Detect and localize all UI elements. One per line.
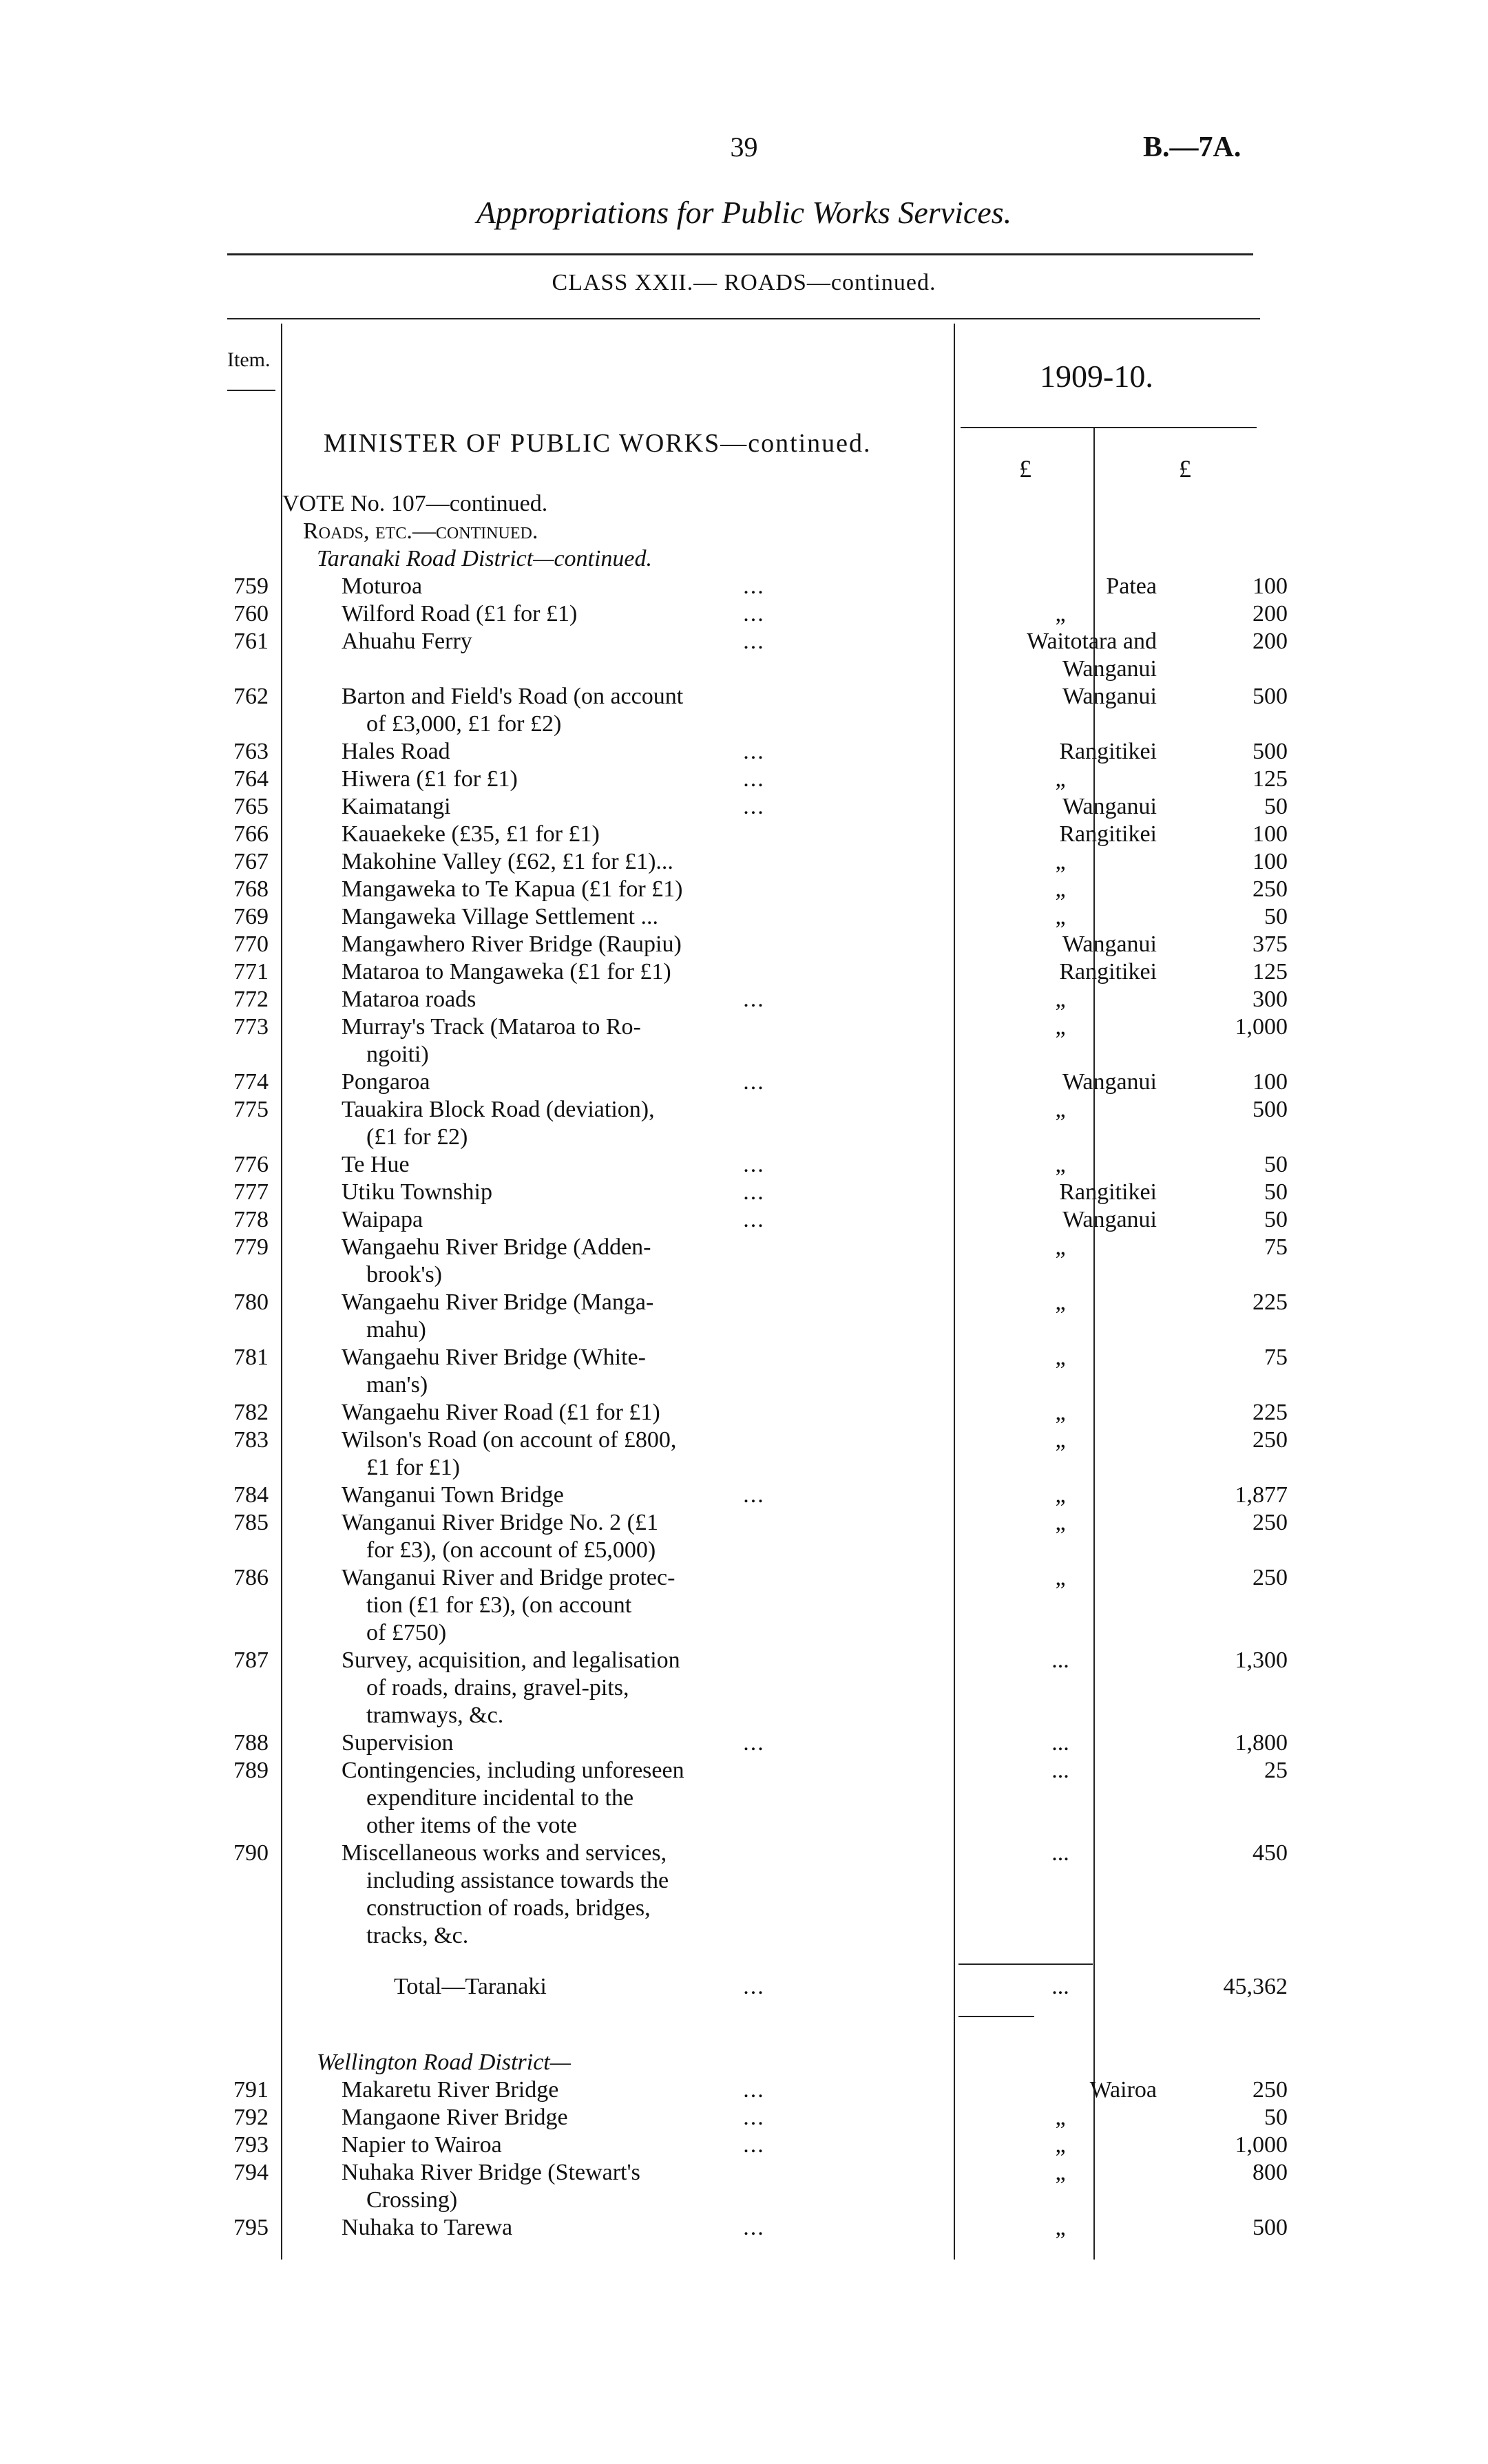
total-top-rule — [958, 1963, 1093, 1965]
district: Waitotara and — [1027, 629, 1157, 654]
table-row — [207, 1592, 1446, 1619]
item-description: Makaretu River Bridge — [342, 2077, 559, 2103]
district: „ — [1055, 849, 1066, 874]
amount: 50 — [1264, 2105, 1288, 2130]
item-description: Wangaehu River Bridge (Manga- — [342, 1289, 654, 1315]
item-number: 795 — [233, 2215, 269, 2240]
item-description: Mangaweka to Te Kapua (£1 for £1) — [342, 876, 683, 902]
item-description: Nuhaka to Tarewa — [342, 2215, 513, 2240]
amount: 200 — [1253, 629, 1288, 654]
item-description: Mangaweka Village Settlement ... — [342, 904, 658, 929]
district: „ — [1055, 2160, 1066, 2185]
amount: 1,000 — [1235, 2132, 1288, 2158]
district-continued: Wanganui — [1062, 656, 1157, 682]
leader-dots: ... — [743, 1179, 765, 1205]
table-row — [207, 766, 1446, 793]
table-row — [207, 1151, 1446, 1179]
leader-dots: ... — [743, 1730, 765, 1756]
district: „ — [1055, 2215, 1066, 2240]
district: „ — [1055, 876, 1066, 902]
item-description: Waipapa — [342, 1207, 423, 1232]
taranaki-heading-line — [207, 545, 1446, 573]
total-dots-1: ... — [743, 1974, 765, 1999]
item-description: man's) — [366, 1372, 428, 1398]
item-description: including assistance towards the — [366, 1868, 669, 1893]
district: Wanganui — [1062, 1069, 1157, 1095]
table-row — [207, 1344, 1446, 1371]
item-number: 781 — [233, 1345, 269, 1370]
item-number: 764 — [233, 766, 269, 792]
table-row — [207, 876, 1446, 903]
table-row — [207, 2104, 1446, 2131]
item-number: 773 — [233, 1014, 269, 1040]
table-row — [207, 1096, 1446, 1124]
item-number: 768 — [233, 876, 269, 902]
item-number: 763 — [233, 739, 269, 764]
table-row — [207, 1206, 1446, 1234]
amount: 50 — [1264, 1207, 1288, 1232]
item-description: Mangawhero River Bridge (Raupiu) — [342, 931, 682, 957]
amount: 500 — [1253, 2215, 1288, 2240]
item-description: Mataroa to Mangaweka (£1 for £1) — [342, 959, 671, 984]
table-row — [207, 683, 1446, 710]
item-description: brook's) — [366, 1262, 443, 1287]
table-row — [207, 1426, 1446, 1454]
leader-dots: ... — [743, 629, 765, 654]
leader-dots: ... — [743, 987, 765, 1012]
item-number: 788 — [233, 1730, 269, 1756]
item-description: Miscellaneous works and services, — [342, 1840, 667, 1866]
item-description: of £750) — [366, 1620, 447, 1645]
item-description: Wangaehu River Bridge (Adden- — [342, 1234, 651, 1260]
table-row — [207, 2076, 1446, 2104]
amount: 200 — [1253, 601, 1288, 626]
district: „ — [1055, 766, 1066, 792]
pound-column-2: £ — [1179, 455, 1191, 483]
item-number: 791 — [233, 2077, 269, 2103]
total-label: Total—Taranaki — [394, 1974, 547, 1999]
amount: 500 — [1253, 1097, 1288, 1122]
item-description: Pongaroa — [342, 1069, 430, 1095]
leader-dots: ... — [743, 1069, 765, 1095]
table-row — [207, 1619, 1446, 1647]
amount: 25 — [1264, 1758, 1288, 1783]
document-reference: B.—7A. — [1143, 131, 1241, 163]
amount: 75 — [1264, 1345, 1288, 1370]
wellington-heading-line — [207, 2049, 1446, 2076]
item-number: 775 — [233, 1097, 269, 1122]
amount: 800 — [1253, 2160, 1288, 2185]
item-description: Utiku Township — [342, 1179, 492, 1205]
district: „ — [1055, 904, 1066, 929]
year-column-header: 1909-10. — [1040, 359, 1153, 394]
item-number: 784 — [233, 1482, 269, 1508]
amount: 500 — [1253, 684, 1288, 709]
leader-dots: ... — [743, 766, 765, 792]
amount: 100 — [1253, 573, 1288, 599]
table-row — [207, 2131, 1446, 2159]
item-description: expenditure incidental to the — [366, 1785, 634, 1811]
district: „ — [1055, 1400, 1066, 1425]
table-row — [207, 1537, 1446, 1564]
roads-line — [207, 518, 1446, 545]
amount: 100 — [1253, 849, 1288, 874]
amount: 100 — [1253, 821, 1288, 847]
amount: 125 — [1253, 959, 1288, 984]
table-row — [207, 2159, 1446, 2187]
total-line — [207, 1973, 1446, 2001]
amount: 50 — [1264, 1179, 1288, 1205]
amount: 50 — [1264, 1152, 1288, 1177]
district: Patea — [1106, 573, 1157, 599]
table-row — [207, 1316, 1446, 1344]
item-number: 765 — [233, 794, 269, 819]
item-number: 792 — [233, 2105, 269, 2130]
district: „ — [1055, 2132, 1066, 2158]
table-row — [207, 1674, 1446, 1702]
table-row — [207, 958, 1446, 986]
table-row — [207, 573, 1446, 600]
taranaki-items — [207, 573, 1446, 1950]
district: Rangitikei — [1059, 821, 1157, 847]
amount: 225 — [1253, 1289, 1288, 1315]
amount: 225 — [1253, 1400, 1288, 1425]
item-header-underline — [227, 390, 275, 391]
item-number: 759 — [233, 573, 269, 599]
district: Rangitikei — [1059, 1179, 1157, 1205]
item-description: Makohine Valley (£62, £1 for £1)... — [342, 849, 673, 874]
amount: 100 — [1253, 1069, 1288, 1095]
table-row — [207, 1179, 1446, 1206]
item-number: 769 — [233, 904, 269, 929]
item-description: construction of roads, bridges, — [366, 1895, 651, 1921]
district: „ — [1055, 1345, 1066, 1370]
item-description: Crossing) — [366, 2187, 458, 2213]
item-description: Nuhaka River Bridge (Stewart's — [342, 2160, 640, 2185]
district: ... — [1051, 1758, 1069, 1783]
item-description: Hiwera (£1 for £1) — [342, 766, 518, 792]
leader-dots: ... — [743, 1207, 765, 1232]
district: Wairoa — [1089, 2077, 1157, 2103]
item-description: tracks, &c. — [366, 1923, 469, 1948]
vote-heading: VOTE No. 107—continued. — [282, 491, 548, 516]
item-description: Survey, acquisition, and legalisation — [342, 1647, 680, 1673]
pound-column-1: £ — [1019, 455, 1031, 483]
table-row — [207, 1124, 1446, 1151]
item-description: other items of the vote — [366, 1813, 577, 1838]
item-number: 790 — [233, 1840, 269, 1866]
table-row — [207, 793, 1446, 821]
table-row — [207, 903, 1446, 931]
item-description: for £3), (on account of £5,000) — [366, 1537, 656, 1563]
wellington-items — [207, 2076, 1446, 2242]
item-description: Barton and Field's Road (on account — [342, 684, 684, 709]
district: „ — [1055, 987, 1066, 1012]
table-row — [207, 1509, 1446, 1537]
item-number: 780 — [233, 1289, 269, 1315]
item-number: 782 — [233, 1400, 269, 1425]
item-number: 778 — [233, 1207, 269, 1232]
leader-dots: ... — [743, 2215, 765, 2240]
total-amount: 45,362 — [1223, 1974, 1288, 1999]
district: Wanganui — [1062, 1207, 1157, 1232]
item-description: Napier to Wairoa — [342, 2132, 502, 2158]
table-row — [207, 1454, 1446, 1482]
amount: 50 — [1264, 904, 1288, 929]
item-number: 770 — [233, 931, 269, 957]
item-number: 777 — [233, 1179, 269, 1205]
vote-line — [207, 490, 1446, 518]
leader-dots: ... — [743, 2077, 765, 2103]
leader-dots: ... — [743, 2105, 765, 2130]
table-row — [207, 738, 1446, 766]
district: „ — [1055, 1482, 1066, 1508]
year-header-underline — [961, 427, 1257, 428]
item-description: mahu) — [366, 1317, 426, 1342]
item-description: of £3,000, £1 for £2) — [366, 711, 562, 737]
district: „ — [1055, 1510, 1066, 1535]
leader-dots: ... — [743, 601, 765, 626]
district: Wanganui — [1062, 931, 1157, 957]
amount: 250 — [1253, 876, 1288, 902]
table-row — [207, 1867, 1446, 1895]
roads-heading: Roads, etc.—continued. — [303, 518, 538, 544]
item-number: 786 — [233, 1565, 269, 1590]
item-description: Wanganui River and Bridge protec- — [342, 1565, 675, 1590]
item-number: 789 — [233, 1758, 269, 1783]
leader-dots: ... — [743, 1482, 765, 1508]
table-row — [207, 2187, 1446, 2214]
item-description: Wangaehu River Road (£1 for £1) — [342, 1400, 660, 1425]
table-row — [207, 710, 1446, 738]
item-number: 766 — [233, 821, 269, 847]
table-row — [207, 1922, 1446, 1950]
amount: 250 — [1253, 1565, 1288, 1590]
leader-dots: ... — [743, 1152, 765, 1177]
item-number: 794 — [233, 2160, 269, 2185]
district: „ — [1055, 1152, 1066, 1177]
district: „ — [1055, 1234, 1066, 1260]
item-number: 760 — [233, 601, 269, 626]
district: „ — [1055, 601, 1066, 626]
district: Wanganui — [1062, 684, 1157, 709]
amount: 1,877 — [1235, 1482, 1288, 1508]
item-number: 761 — [233, 629, 269, 654]
item-description: Moturoa — [342, 573, 423, 599]
item-number: 779 — [233, 1234, 269, 1260]
table-row — [207, 1013, 1446, 1041]
district: Rangitikei — [1059, 959, 1157, 984]
leader-dots: ... — [743, 794, 765, 819]
table-row — [207, 1482, 1446, 1509]
item-description: Kaimatangi — [342, 794, 451, 819]
amount: 125 — [1253, 766, 1288, 792]
district: „ — [1055, 1427, 1066, 1453]
table-row — [207, 1702, 1446, 1729]
leader-dots: ... — [743, 2132, 765, 2158]
table-row — [207, 1289, 1446, 1316]
item-description: tion (£1 for £3), (on account — [366, 1592, 632, 1618]
district: „ — [1055, 1014, 1066, 1040]
item-description: Wilson's Road (on account of £800, — [342, 1427, 677, 1453]
item-description: Ahuahu Ferry — [342, 629, 472, 654]
table-row — [207, 1784, 1446, 1812]
table-row — [207, 655, 1446, 683]
table-row — [207, 1234, 1446, 1261]
table-row — [207, 931, 1446, 958]
table-row — [207, 1068, 1446, 1096]
item-number: 772 — [233, 987, 269, 1012]
item-number: 793 — [233, 2132, 269, 2158]
leader-dots: ... — [743, 573, 765, 599]
table-row — [207, 848, 1446, 876]
table-row — [207, 1895, 1446, 1922]
wellington-heading: Wellington Road District— — [317, 2050, 571, 2075]
amount: 1,300 — [1235, 1647, 1288, 1673]
amount: 500 — [1253, 739, 1288, 764]
table-row — [207, 1261, 1446, 1289]
item-number: 785 — [233, 1510, 269, 1535]
district: „ — [1055, 1565, 1066, 1590]
class-rule — [227, 318, 1260, 319]
amount: 250 — [1253, 1510, 1288, 1535]
table-row — [207, 628, 1446, 655]
item-number: 767 — [233, 849, 269, 874]
table-row — [207, 1729, 1446, 1757]
item-description: tramways, &c. — [366, 1703, 504, 1728]
top-rule — [227, 253, 1253, 255]
leader-dots: ... — [743, 739, 765, 764]
table-row — [207, 1041, 1446, 1068]
page-number: 39 — [730, 131, 758, 162]
table-row — [207, 1371, 1446, 1399]
amount: 250 — [1253, 1427, 1288, 1453]
item-description: Wanganui River Bridge No. 2 (£1 — [342, 1510, 658, 1535]
table-row — [207, 1647, 1446, 1674]
district: „ — [1055, 1289, 1066, 1315]
district: ... — [1051, 1730, 1069, 1756]
item-description: Supervision — [342, 1730, 454, 1756]
item-description: (£1 for £2) — [366, 1124, 468, 1150]
table-row — [207, 600, 1446, 628]
appropriation-table — [207, 490, 1446, 2242]
amount: 450 — [1253, 1840, 1288, 1866]
total-bottom-rule — [958, 2016, 1034, 2017]
table-row — [207, 1399, 1446, 1426]
item-description: Kauaekeke (£35, £1 for £1) — [342, 821, 600, 847]
ministry-heading: MINISTER OF PUBLIC WORKS—continued. — [324, 429, 872, 458]
item-description: Hales Road — [342, 739, 450, 764]
item-description: of roads, drains, gravel-pits, — [366, 1675, 629, 1700]
table-row — [207, 1840, 1446, 1867]
class-heading: CLASS XXII.— ROADS—continued. — [552, 270, 936, 295]
amount: 1,800 — [1235, 1730, 1288, 1756]
district: Rangitikei — [1059, 739, 1157, 764]
item-description: Wanganui Town Bridge — [342, 1482, 564, 1508]
amount: 250 — [1253, 2077, 1288, 2103]
total-dots-2: ... — [1051, 1974, 1069, 1999]
item-number: 783 — [233, 1427, 269, 1453]
amount: 1,000 — [1235, 1014, 1288, 1040]
item-number: 771 — [233, 959, 269, 984]
district: Wanganui — [1062, 794, 1157, 819]
item-description: Tauakira Block Road (deviation), — [342, 1097, 655, 1122]
table-row — [207, 821, 1446, 848]
item-description: Murray's Track (Mataroa to Ro- — [342, 1014, 641, 1040]
taranaki-heading: Taranaki Road District—continued. — [317, 546, 653, 571]
page-title: Appropriations for Public Works Services. — [476, 195, 1012, 230]
district: „ — [1055, 2105, 1066, 2130]
item-number: 776 — [233, 1152, 269, 1177]
table-row — [207, 1812, 1446, 1840]
item-description: Mangaone River Bridge — [342, 2105, 568, 2130]
table-row — [207, 1757, 1446, 1784]
item-number: 762 — [233, 684, 269, 709]
item-description: Wangaehu River Bridge (White- — [342, 1345, 646, 1370]
amount: 300 — [1253, 987, 1288, 1012]
item-column-header: Item. — [227, 348, 271, 371]
item-description: Contingencies, including unforeseen — [342, 1758, 684, 1783]
item-description: £1 for £1) — [366, 1455, 460, 1480]
table-row — [207, 2214, 1446, 2242]
district: ... — [1051, 1647, 1069, 1673]
item-number: 787 — [233, 1647, 269, 1673]
table-row — [207, 1564, 1446, 1592]
item-description: Wilford Road (£1 for £1) — [342, 601, 578, 626]
district: „ — [1055, 1097, 1066, 1122]
item-description: Te Hue — [342, 1152, 410, 1177]
item-description: Mataroa roads — [342, 987, 476, 1012]
amount: 50 — [1264, 794, 1288, 819]
item-description: ngoiti) — [366, 1042, 429, 1067]
item-number: 774 — [233, 1069, 269, 1095]
district: ... — [1051, 1840, 1069, 1866]
table-row — [207, 986, 1446, 1013]
amount: 375 — [1253, 931, 1288, 957]
amount: 75 — [1264, 1234, 1288, 1260]
